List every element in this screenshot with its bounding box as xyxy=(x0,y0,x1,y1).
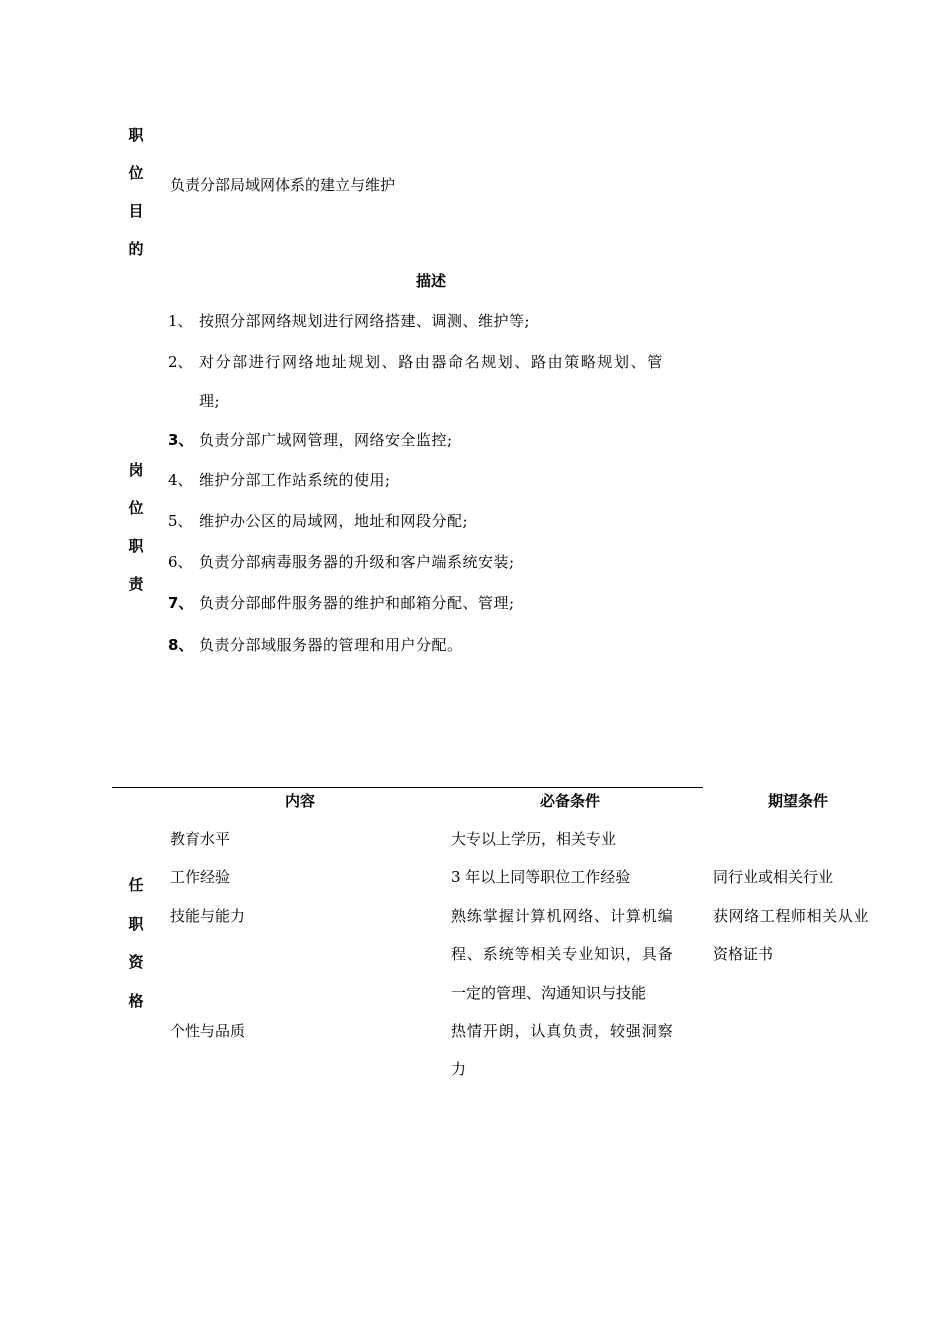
duties-label-char: 岗 xyxy=(128,461,144,479)
row-expected: 资格证书 xyxy=(713,945,774,963)
qualifications-label-char: 格 xyxy=(128,991,144,1010)
duty-number: 5、 xyxy=(168,512,193,530)
row-content: 个性与品质 xyxy=(170,1022,246,1040)
row-content: 技能与能力 xyxy=(170,907,246,925)
duty-number: 4、 xyxy=(168,471,193,489)
duties-label-char: 职 xyxy=(128,537,144,555)
qualifications-label-char: 资 xyxy=(128,953,144,971)
row-expected: 同行业或相关行业 xyxy=(713,868,834,886)
duty-text: 维护分部工作站系统的使用; xyxy=(199,471,391,489)
row-required: 力 xyxy=(451,1060,467,1078)
qualifications-label-char: 任 xyxy=(128,876,144,894)
duty-text: 负责分部广域网管理，网络安全监控; xyxy=(199,431,453,449)
duty-text: 负责分部病毒服务器的升级和客户端系统安装; xyxy=(199,553,515,571)
row-required: 一定的管理、沟通知识与技能 xyxy=(451,984,647,1002)
duties-label-char: 责 xyxy=(128,575,144,593)
row-expected: 获网络工程师相关从业 xyxy=(713,907,870,925)
duties-section-label xyxy=(121,451,151,603)
duty-number: 7、 xyxy=(168,594,194,612)
duty-text: 对分部进行网络地址规划、路由器命名规划、路由策略规划、管 xyxy=(199,353,664,371)
row-required: 3 年以上同等职位工作经验 xyxy=(451,868,631,886)
header-content: 内容 xyxy=(285,792,316,810)
header-required: 必备条件 xyxy=(540,792,601,810)
qualifications-section-label xyxy=(121,866,151,1020)
duty-number: 1、 xyxy=(168,312,193,330)
purpose-text: 负责分部局域网体系的建立与维护 xyxy=(170,176,396,194)
row-content: 教育水平 xyxy=(170,830,231,848)
header-expected: 期望条件 xyxy=(768,792,829,810)
purpose-label-char: 的 xyxy=(128,240,144,258)
duty-number: 8、 xyxy=(168,636,194,654)
row-required: 程、系统等相关专业知识，具备 xyxy=(451,945,674,963)
purpose-label-char: 职 xyxy=(128,126,144,144)
duty-number: 3、 xyxy=(168,431,194,449)
duty-number: 2、 xyxy=(168,353,193,371)
purpose-label-char: 位 xyxy=(128,164,144,182)
purpose-label-char: 目 xyxy=(128,202,144,220)
duty-number: 6、 xyxy=(168,553,193,571)
row-content: 工作经验 xyxy=(170,868,231,886)
duty-text: 负责分部邮件服务器的维护和邮箱分配、管理; xyxy=(199,594,515,612)
duty-text-continued: 理; xyxy=(199,392,221,410)
duty-text: 按照分部网络规划进行网络搭建、调测、维护等; xyxy=(199,312,531,330)
row-required: 热情开朗，认真负责，较强洞察 xyxy=(451,1022,674,1040)
row-required: 大专以上学历，相关专业 xyxy=(451,830,617,848)
row-required: 熟练掌握计算机网络、计算机编 xyxy=(451,907,674,925)
duties-heading: 描述 xyxy=(416,272,447,290)
purpose-section-label xyxy=(121,116,151,268)
qualifications-label-char: 职 xyxy=(128,914,144,933)
duties-label-char: 位 xyxy=(128,499,144,517)
duty-text: 负责分部域服务器的管理和用户分配。 xyxy=(199,636,463,654)
table-top-rule xyxy=(112,787,703,788)
duty-text: 维护办公区的局域网，地址和网段分配; xyxy=(199,512,469,530)
